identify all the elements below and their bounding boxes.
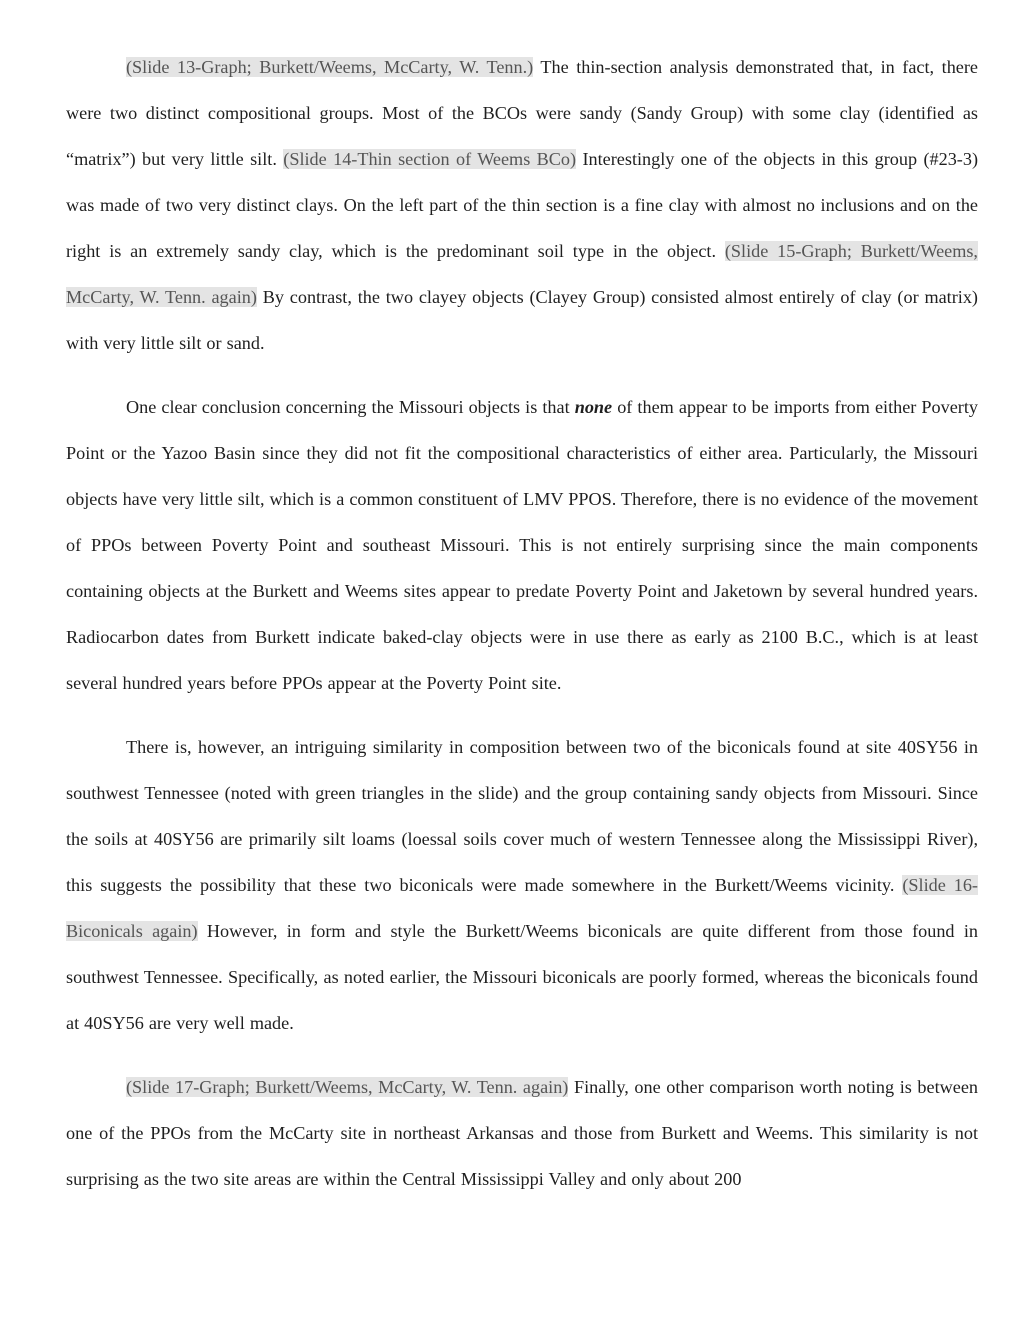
- slide-reference: (Slide 17-Graph; Burkett/Weems, McCarty, W. Tenn. again): [126, 1077, 569, 1097]
- paragraph-2: [66, 384, 978, 706]
- document-page: [66, 44, 978, 1202]
- slide-reference: (Slide 14-Thin section of Weems BCo): [283, 149, 577, 169]
- paragraph-4: [66, 1064, 978, 1202]
- body-text: However, in form and style the Burkett/Weems biconicals are quite different from those found in southwest Tennessee. Specifically, as noted earlier, the Missouri biconicals are poorly formed, whereas the biconicals found at 40SY56 are very well made.: [66, 921, 978, 1033]
- body-text: By contrast, the two clayey objects (Clayey Group) consisted almost entirely of clay (or matrix) with very little silt or sand.: [66, 287, 978, 353]
- body-text: There is, however, an intriguing similarity in composition between two of the biconicals found at site 40SY56 in southwest Tennessee (noted with green triangles in the slide) and the group containing sandy objects from Missouri. Since the soils at 40SY56 are primarily silt loams (loessal soils cover much of western Tennessee along the Mississippi River), this suggests the possibility that these two biconicals were made somewhere in the Burkett/Weems vicinity.: [66, 737, 978, 895]
- body-text: The thin-section analysis demonstrated that, in fact, there were two distinct compositional groups. Most of the BCOs were sandy (Sandy Group) with some clay (identified as “matrix”) but very little silt.: [66, 57, 978, 169]
- emphasized-text: none: [574, 397, 613, 417]
- slide-reference: (Slide 13-Graph; Burkett/Weems, McCarty, W. Tenn.): [126, 57, 534, 77]
- body-text: Interestingly one of the objects in this group (#23-3) was made of two very distinct clays. On the left part of the thin section is a fine clay with almost no inclusions and on the right is an extremely sandy clay, which is the predominant soil type in the object.: [66, 149, 978, 261]
- paragraph-3: [66, 724, 978, 1046]
- body-text: One clear conclusion concerning the Missouri objects is that: [126, 397, 575, 417]
- body-text: Finally, one other comparison worth noting is between one of the PPOs from the McCarty site in northeast Arkansas and those from Burkett and Weems. This similarity is not surprising as the two site areas are within the Central Mississippi Valley and only about 200: [66, 1077, 978, 1189]
- slide-reference: (Slide 16-Biconicals again): [66, 875, 978, 941]
- body-text: of them appear to be imports from either Poverty Point or the Yazoo Basin since they did not fit the compositional characteristics of either area. Particularly, the Missouri objects have very little silt, which is a common constituent of LMV PPOS. Therefore, there is no evidence of the movement of PPOs between Poverty Point and southeast Missouri. This is not entirely surprising since the main components containing objects at the Burkett and Weems sites appear to predate Poverty Point and Jaketown by several hundred years. Radiocarbon dates from Burkett indicate baked-clay objects were in use there as early as 2100 B.C., which is at least several hundred years before PPOs appear at the Poverty Point site.: [66, 397, 978, 693]
- paragraph-1: [66, 44, 978, 366]
- slide-reference: (Slide 15-Graph; Burkett/Weems, McCarty, W. Tenn. again): [66, 241, 978, 307]
